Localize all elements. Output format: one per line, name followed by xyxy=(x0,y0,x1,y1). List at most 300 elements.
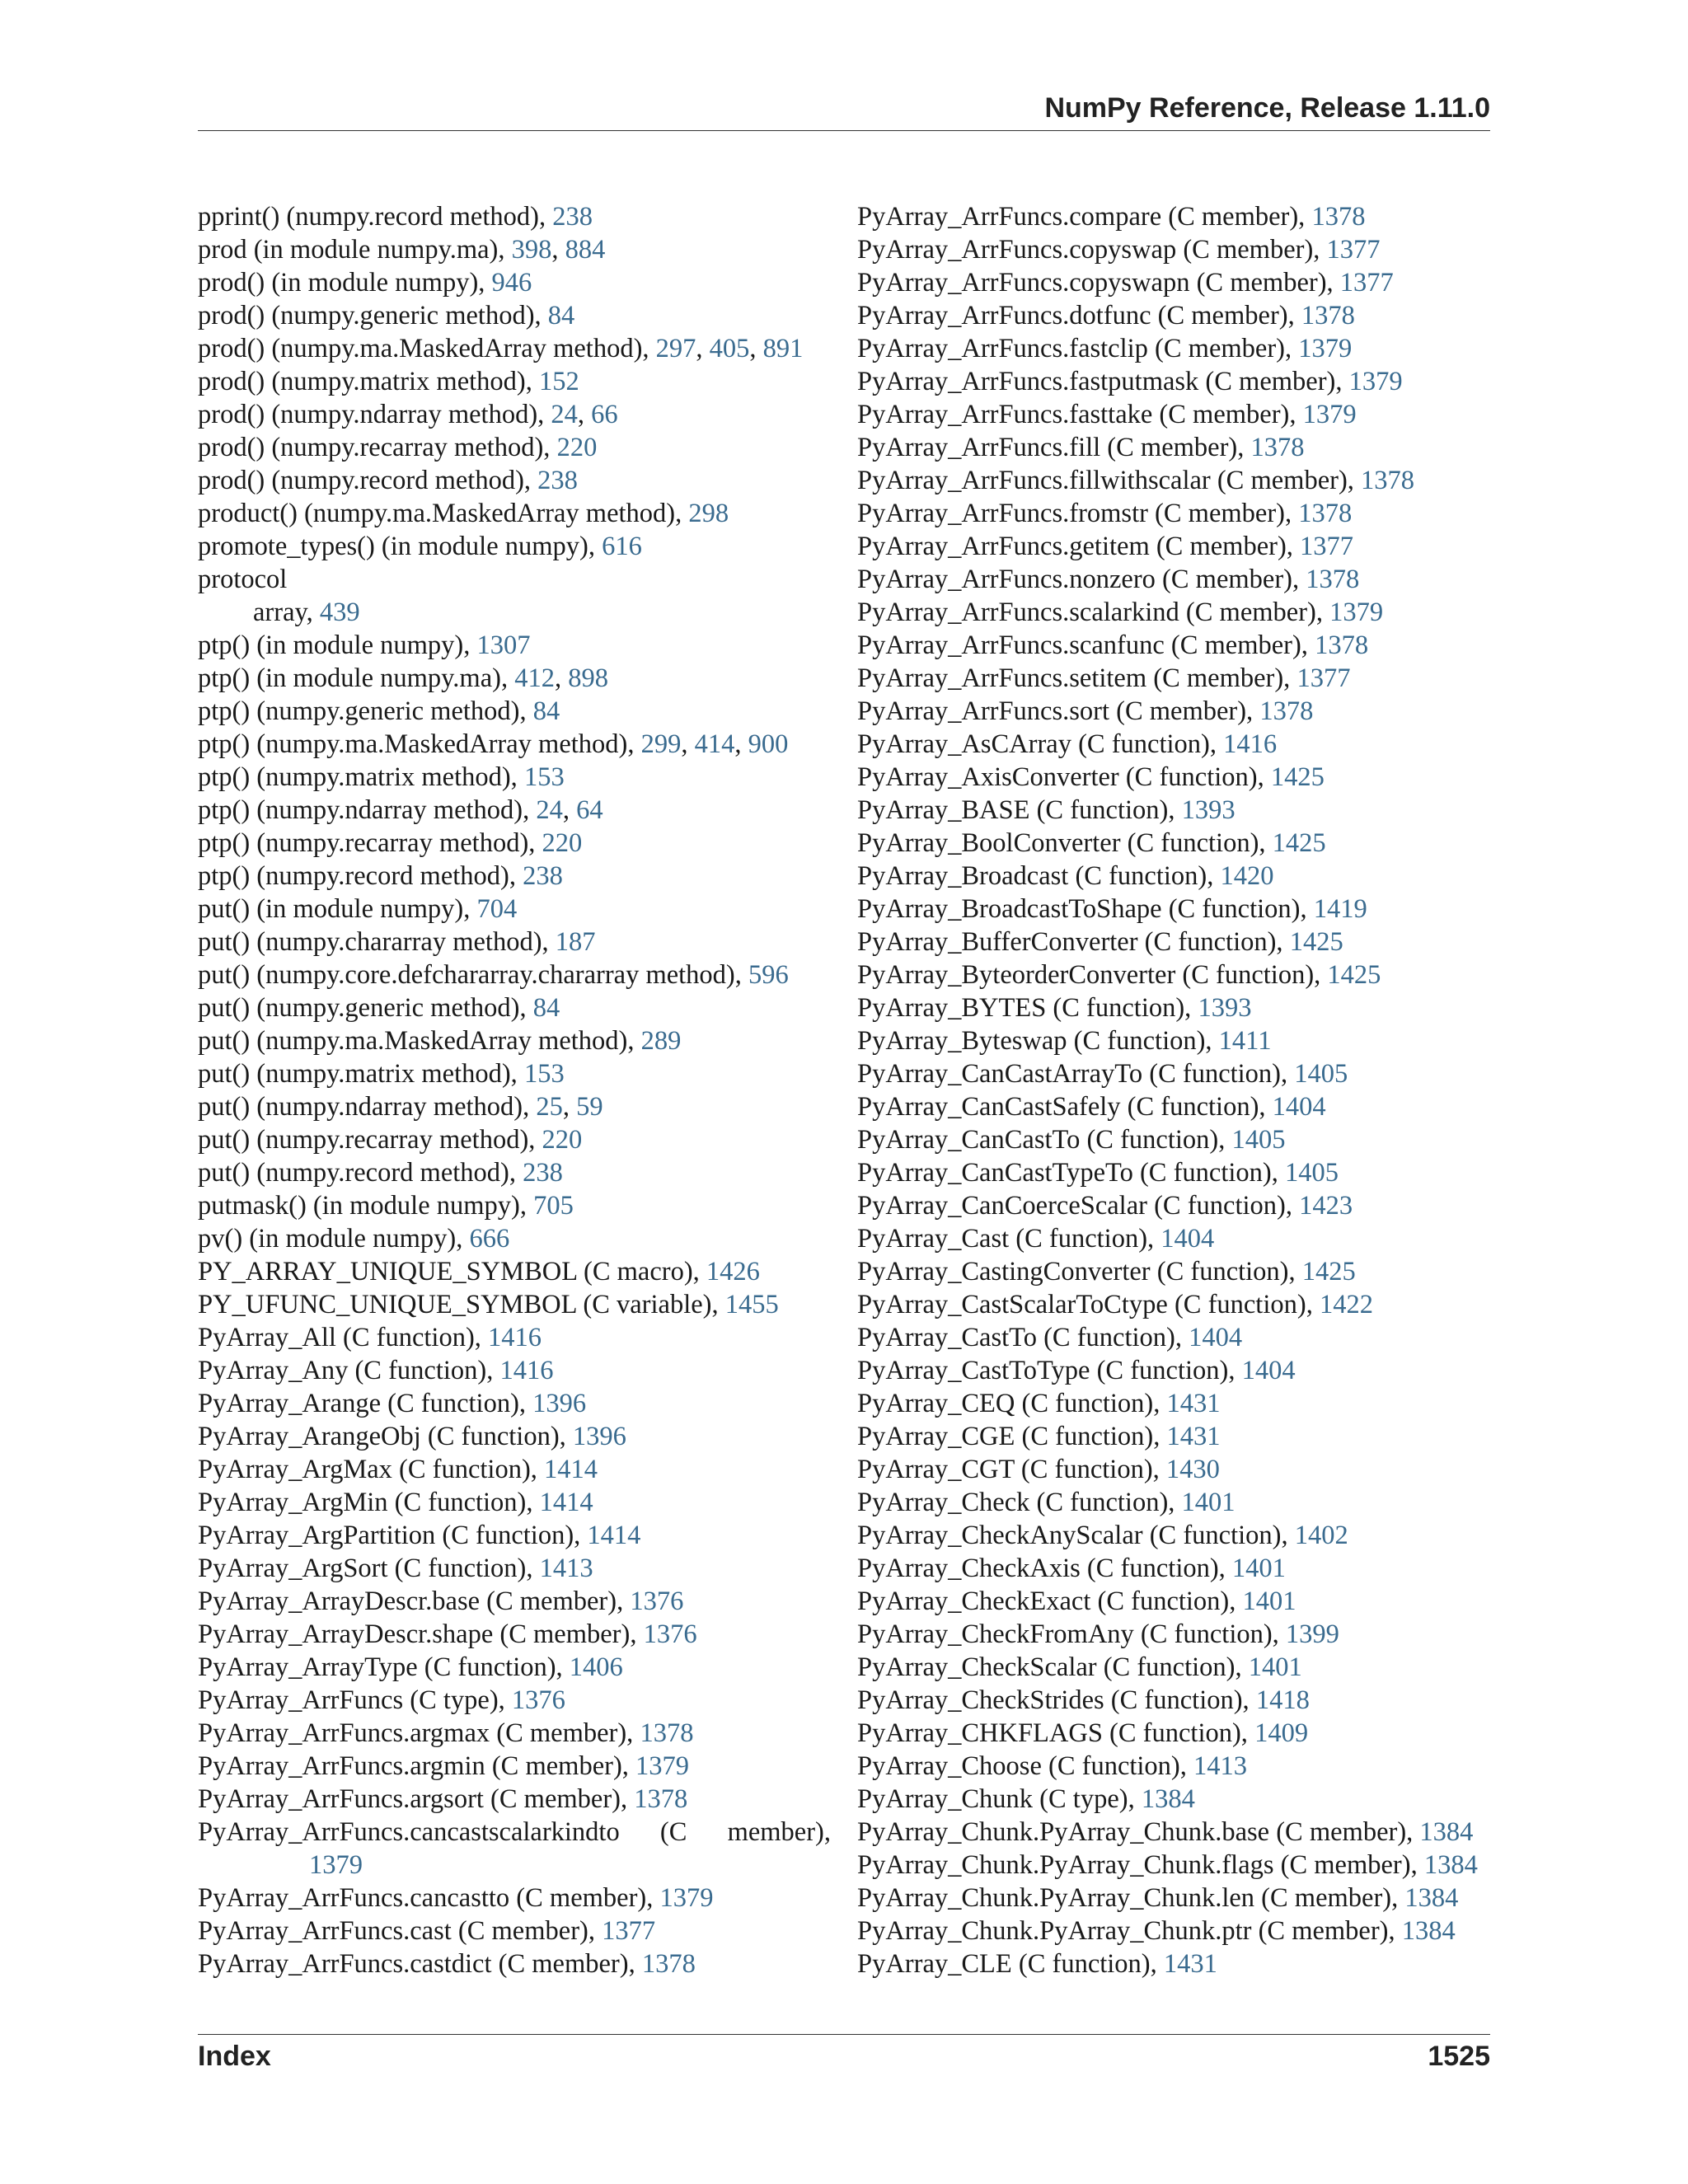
index-entry xyxy=(198,860,831,893)
index-entry xyxy=(857,695,1490,728)
page-link[interactable]: 414 xyxy=(694,729,735,759)
page-link[interactable]: 1425 xyxy=(1270,762,1325,792)
index-entry xyxy=(198,1024,831,1057)
page-link[interactable]: 1401 xyxy=(1248,1652,1302,1682)
page-link[interactable]: 1405 xyxy=(1284,1158,1339,1188)
index-entry-text: PyArray_ArrFuncs.fastclip (C member), xyxy=(857,334,1299,363)
index-entry xyxy=(857,1585,1490,1618)
page-link[interactable]: 1423 xyxy=(1299,1191,1353,1221)
index-entry xyxy=(857,1915,1490,1947)
page-link[interactable]: 1401 xyxy=(1231,1554,1286,1583)
page-link[interactable]: 1420 xyxy=(1220,861,1274,891)
index-entry xyxy=(857,1717,1490,1750)
index-entry xyxy=(857,860,1490,893)
index-entry-text: PyArray_Broadcast (C function), xyxy=(857,861,1221,891)
page-link[interactable]: 64 xyxy=(576,795,603,825)
index-entry-text: pv() (in module numpy), xyxy=(198,1224,470,1254)
index-entry xyxy=(857,761,1490,794)
index-entry xyxy=(198,1486,831,1519)
index-entry-text: prod() (numpy.matrix method), xyxy=(198,367,539,396)
index-entry xyxy=(198,1915,831,1947)
index-entry xyxy=(198,530,831,563)
index-entry-text: PyArray_AxisConverter (C function), xyxy=(857,762,1271,792)
index-entry xyxy=(857,1387,1490,1420)
index-entry-text: PyArray_CastScalarToCtype (C function), xyxy=(857,1290,1320,1319)
index-entry xyxy=(198,464,831,497)
index-entry-text: PyArray_BYTES (C function), xyxy=(857,993,1198,1023)
index-entry xyxy=(857,1222,1490,1255)
page-link[interactable]: 1376 xyxy=(643,1619,697,1649)
index-entry-text: protocol xyxy=(198,565,288,594)
page-link[interactable]: 298 xyxy=(688,499,729,528)
page-link[interactable]: 1376 xyxy=(511,1685,565,1715)
index-entry-text: PyArray_ArrFuncs.cancastto (C member), xyxy=(198,1883,660,1913)
page-link[interactable]: 1396 xyxy=(532,1389,587,1418)
page-link[interactable]: 1384 xyxy=(1419,1817,1474,1847)
page-link[interactable]: 1411 xyxy=(1218,1026,1272,1056)
page-separator: , xyxy=(551,235,565,265)
page-link[interactable]: 299 xyxy=(640,729,682,759)
index-column-left xyxy=(198,200,831,1980)
index-entry-text: putmask() (in module numpy), xyxy=(198,1191,534,1221)
page-link[interactable]: 1396 xyxy=(572,1422,626,1451)
index-entry-text: PyArray_ArrFuncs (C type), xyxy=(198,1685,512,1715)
index-entry-text: PyArray_Chunk.PyArray_Chunk.flags (C member), xyxy=(857,1850,1424,1880)
page-link[interactable]: 1378 xyxy=(1298,499,1353,528)
index-entry xyxy=(857,958,1490,991)
page-link[interactable]: 1379 xyxy=(309,1850,363,1880)
index-entry-text: PyArray_CastingConverter (C function), xyxy=(857,1257,1302,1286)
index-entry xyxy=(198,1222,831,1255)
page-link[interactable]: 1404 xyxy=(1272,1092,1326,1122)
page-link[interactable]: 1404 xyxy=(1189,1323,1243,1352)
index-entry-text: PyArray_Chunk.PyArray_Chunk.ptr (C member), xyxy=(857,1916,1402,1946)
page-link[interactable]: 616 xyxy=(602,532,642,561)
index-entry-text: ptp() (numpy.recarray method), xyxy=(198,828,542,858)
index-entry-text: PyArray_CanCastTo (C function), xyxy=(857,1125,1232,1155)
page-link[interactable]: 1378 xyxy=(1301,301,1355,330)
page-link[interactable]: 1379 xyxy=(1298,334,1353,363)
page-link[interactable]: 666 xyxy=(469,1224,510,1254)
page-link[interactable]: 1405 xyxy=(1231,1125,1286,1155)
page-link[interactable]: 1378 xyxy=(640,1718,694,1748)
index-entry xyxy=(857,1849,1490,1882)
page-link[interactable]: 1378 xyxy=(1311,202,1366,232)
page-link[interactable]: 24 xyxy=(536,795,563,825)
page-link[interactable]: 1377 xyxy=(1326,235,1381,265)
index-entry-text: ptp() (numpy.ndarray method), xyxy=(198,795,537,825)
index-entry-text: PyArray_CanCastArrayTo (C function), xyxy=(857,1059,1295,1089)
index-entry xyxy=(857,1288,1490,1321)
index-entry xyxy=(857,497,1490,530)
index-entry xyxy=(857,1453,1490,1486)
index-entry xyxy=(857,1321,1490,1354)
index-entry xyxy=(198,1288,831,1321)
index-entry xyxy=(198,958,831,991)
index-entry xyxy=(857,893,1490,926)
page-link[interactable]: 238 xyxy=(552,202,593,232)
page-link[interactable]: 1377 xyxy=(1300,532,1354,561)
page-link[interactable]: 66 xyxy=(591,400,618,429)
index-entry xyxy=(198,695,831,728)
index-entry xyxy=(857,794,1490,827)
index-entry-text: PyArray_ArrFuncs.fasttake (C member), xyxy=(857,400,1303,429)
index-entry xyxy=(198,596,831,629)
index-entry xyxy=(198,1585,831,1618)
index-entry xyxy=(857,1354,1490,1387)
page-link[interactable]: 1378 xyxy=(634,1784,688,1814)
index-entry xyxy=(198,233,831,266)
index-entry xyxy=(857,1651,1490,1684)
page-link[interactable]: 84 xyxy=(547,301,575,330)
page-link[interactable]: 1416 xyxy=(488,1323,542,1352)
page-link[interactable]: 1413 xyxy=(1193,1751,1247,1781)
page-link[interactable]: 84 xyxy=(532,993,560,1023)
page-link[interactable]: 1425 xyxy=(1272,828,1326,858)
index-entry xyxy=(857,728,1490,761)
index-entry xyxy=(857,365,1490,398)
footer-rule xyxy=(198,2034,1490,2035)
page-link[interactable]: 1378 xyxy=(641,1949,696,1979)
index-entry xyxy=(198,563,831,596)
index-entry xyxy=(857,662,1490,695)
page-link[interactable]: 1379 xyxy=(1329,598,1384,627)
index-entry-text: prod() (numpy.record method), xyxy=(198,466,538,495)
index-entry xyxy=(857,299,1490,332)
index-entry-text: PyArray_CheckStrides (C function), xyxy=(857,1685,1256,1715)
index-entry xyxy=(857,1947,1490,1980)
index-entry-text: array, xyxy=(253,598,320,627)
page-link[interactable]: 1422 xyxy=(1319,1290,1373,1319)
index-entry-text: PY_ARRAY_UNIQUE_SYMBOL (C macro), xyxy=(198,1257,706,1286)
page-link[interactable]: 1426 xyxy=(706,1257,760,1286)
page-link[interactable]: 1414 xyxy=(544,1455,598,1484)
page-separator: , xyxy=(554,663,569,693)
page-link[interactable]: 84 xyxy=(532,696,560,726)
page-link[interactable]: 1419 xyxy=(1313,894,1367,924)
index-entry xyxy=(857,1090,1490,1123)
index-entry-text: PyArray_ArgSort (C function), xyxy=(198,1554,540,1583)
page-link[interactable]: 1431 xyxy=(1163,1949,1217,1979)
page-link[interactable]: 1307 xyxy=(476,630,531,660)
index-entry-text: PyArray_ArgPartition (C function), xyxy=(198,1521,588,1550)
index-entry-word: (C xyxy=(659,1817,687,1847)
index-entry xyxy=(198,1156,831,1189)
page-link[interactable]: 238 xyxy=(523,861,563,891)
index-entry xyxy=(198,200,831,233)
index-entry xyxy=(857,629,1490,662)
index-entry-text: PyArray_ArrFuncs.scalarkind (C member), xyxy=(857,598,1330,627)
page-link[interactable]: 1377 xyxy=(1339,268,1394,298)
index-entry-text: PyArray_ByteorderConverter (C function), xyxy=(857,960,1328,990)
index-entry xyxy=(857,332,1490,365)
page-link[interactable]: 596 xyxy=(748,960,789,990)
index-entry xyxy=(857,926,1490,958)
index-entry xyxy=(857,991,1490,1024)
page-link[interactable]: 25 xyxy=(536,1092,563,1122)
index-entry xyxy=(198,827,831,860)
page-link[interactable]: 398 xyxy=(511,235,552,265)
page-separator: , xyxy=(577,400,592,429)
index-entry xyxy=(198,332,831,365)
index-entry-text: PyArray_ArrFuncs.fastputmask (C member), xyxy=(857,367,1349,396)
index-entry-text: PyArray_ArrFuncs.argmax (C member), xyxy=(198,1718,640,1748)
page-link[interactable]: 898 xyxy=(568,663,608,693)
index-entry xyxy=(857,1750,1490,1783)
index-entry xyxy=(198,1387,831,1420)
index-entry-text: PyArray_ArrayDescr.base (C member), xyxy=(198,1586,631,1616)
index-entry xyxy=(857,1189,1490,1222)
index-entry-text: PyArray_ArrFuncs.copyswapn (C member), xyxy=(857,268,1340,298)
index-entry xyxy=(198,1321,831,1354)
index-entry xyxy=(198,1947,831,1980)
index-entry-text: PyArray_Cast (C function), xyxy=(857,1224,1161,1254)
index-entry-text: PyArray_ArrFuncs.compare (C member), xyxy=(857,202,1312,232)
page-link[interactable]: 1378 xyxy=(1315,630,1369,660)
index-entry-text: ptp() (in module numpy.ma), xyxy=(198,663,515,693)
footer-page-number: 1525 xyxy=(1428,2041,1490,2072)
page-link[interactable]: 1378 xyxy=(1250,433,1305,462)
index-entry-word: PyArray_ArrFuncs.cancastscalarkindto xyxy=(198,1817,620,1847)
page-link[interactable]: 946 xyxy=(491,268,532,298)
page-link[interactable]: 289 xyxy=(640,1026,682,1056)
page-link[interactable]: 1384 xyxy=(1401,1916,1456,1946)
index-entry xyxy=(857,464,1490,497)
index-entry xyxy=(857,266,1490,299)
index-entry xyxy=(198,761,831,794)
index-entry-text: put() (numpy.ma.MaskedArray method), xyxy=(198,1026,641,1056)
page-link[interactable]: 412 xyxy=(514,663,555,693)
index-entry-text: PyArray_ArrFuncs.argsort (C member), xyxy=(198,1784,635,1814)
index-entry-text: pprint() (numpy.record method), xyxy=(198,202,553,232)
page-link[interactable]: 891 xyxy=(762,334,804,363)
page-link[interactable]: 1416 xyxy=(1223,729,1278,759)
index-entry-text: PyArray_Arange (C function), xyxy=(198,1389,533,1418)
index-entry-text: prod() (numpy.recarray method), xyxy=(198,433,557,462)
index-entry-text: prod (in module numpy.ma), xyxy=(198,235,512,265)
page-link[interactable]: 1409 xyxy=(1254,1718,1309,1748)
index-entry xyxy=(857,1618,1490,1651)
page-link[interactable]: 1404 xyxy=(1160,1224,1215,1254)
page-link[interactable]: 1414 xyxy=(587,1521,641,1550)
index-entry-text: PyArray_ArrFuncs.cast (C member), xyxy=(198,1916,603,1946)
index-entry xyxy=(198,365,831,398)
index-entry-text: PY_UFUNC_UNIQUE_SYMBOL (C variable), xyxy=(198,1290,725,1319)
page-link[interactable]: 1399 xyxy=(1285,1619,1339,1649)
index-entry-text: PyArray_CheckAxis (C function), xyxy=(857,1554,1232,1583)
index-entry-text: PyArray_CHKFLAGS (C function), xyxy=(857,1718,1255,1748)
index-entry-text: put() (numpy.generic method), xyxy=(198,993,533,1023)
index-entry-text: PyArray_ArgMin (C function), xyxy=(198,1488,540,1517)
page-link[interactable]: 1405 xyxy=(1294,1059,1348,1089)
index-entry xyxy=(857,1123,1490,1156)
index-entry-text: prod() (numpy.ma.MaskedArray method), xyxy=(198,334,656,363)
index-entry-text: PyArray_ArrFuncs.copyswap (C member), xyxy=(857,235,1327,265)
page-link[interactable]: 1378 xyxy=(1259,696,1314,726)
index-entry-text: PyArray_BoolConverter (C function), xyxy=(857,828,1273,858)
index-entry xyxy=(198,1849,831,1882)
page-link[interactable]: 220 xyxy=(542,828,583,858)
page-separator: , xyxy=(562,1092,577,1122)
index-entry-text: put() (numpy.chararray method), xyxy=(198,927,556,957)
index-entry xyxy=(198,1750,831,1783)
index-entry-text: PyArray_ArrFuncs.sort (C member), xyxy=(857,696,1260,726)
page-link[interactable]: 1414 xyxy=(539,1488,593,1517)
index-entry-text: PyArray_CanCoerceScalar (C function), xyxy=(857,1191,1300,1221)
index-entry xyxy=(198,1816,831,1849)
index-entry xyxy=(857,200,1490,233)
index-entry xyxy=(198,1255,831,1288)
index-entry-text: PyArray_ArrayType (C function), xyxy=(198,1652,570,1682)
index-entry-text: PyArray_Chunk.PyArray_Chunk.base (C member), xyxy=(857,1817,1420,1847)
index-entry-text: PyArray_Any (C function), xyxy=(198,1356,500,1385)
index-entry-text: PyArray_ArangeObj (C function), xyxy=(198,1422,573,1451)
page-link[interactable]: 1377 xyxy=(602,1916,656,1946)
index-entry-text: PyArray_ArrFuncs.getitem (C member), xyxy=(857,532,1301,561)
page-link[interactable]: 705 xyxy=(533,1191,574,1221)
index-entry-text: PyArray_CastToType (C function), xyxy=(857,1356,1242,1385)
index-entry xyxy=(198,629,831,662)
index-column-right xyxy=(857,200,1490,1980)
index-entry-text: PyArray_Byteswap (C function), xyxy=(857,1026,1219,1056)
index-entry-text: PyArray_CLE (C function), xyxy=(857,1949,1164,1979)
index-entry-text: PyArray_ArrFuncs.fromstr (C member), xyxy=(857,499,1299,528)
page-link[interactable]: 220 xyxy=(556,433,598,462)
index-entry-text: PyArray_AsCArray (C function), xyxy=(857,729,1224,759)
page-link[interactable]: 1418 xyxy=(1255,1685,1310,1715)
index-entry-text: PyArray_ArrayDescr.shape (C member), xyxy=(198,1619,644,1649)
index-entry xyxy=(857,1783,1490,1816)
index-entry-text: PyArray_CanCastTypeTo (C function), xyxy=(857,1158,1285,1188)
index-entry xyxy=(857,827,1490,860)
page-link[interactable]: 1376 xyxy=(630,1586,684,1616)
page-link[interactable]: 439 xyxy=(319,598,360,627)
index-entry-text: put() (numpy.matrix method), xyxy=(198,1059,524,1089)
page-link[interactable]: 1431 xyxy=(1166,1422,1221,1451)
index-entry xyxy=(198,1783,831,1816)
page-link[interactable]: 220 xyxy=(542,1125,583,1155)
page-link[interactable]: 59 xyxy=(576,1092,603,1122)
index-entry xyxy=(198,728,831,761)
page-link[interactable]: 1406 xyxy=(569,1652,623,1682)
index-entry-text: PyArray_CheckFromAny (C function), xyxy=(857,1619,1286,1649)
index-entry-text: PyArray_ArrFuncs.fillwithscalar (C member), xyxy=(857,466,1362,495)
page-link[interactable]: 297 xyxy=(655,334,696,363)
index-entry-text: PyArray_CheckScalar (C function), xyxy=(857,1652,1249,1682)
index-entry-text: PyArray_CGE (C function), xyxy=(857,1422,1167,1451)
index-entry xyxy=(198,991,831,1024)
page-link[interactable]: 238 xyxy=(537,466,578,495)
page-link[interactable]: 1425 xyxy=(1327,960,1381,990)
index-entry-text: PyArray_BufferConverter (C function), xyxy=(857,927,1290,957)
index-entry-text: PyArray_CEQ (C function), xyxy=(857,1389,1167,1418)
page-link[interactable]: 1393 xyxy=(1198,993,1252,1023)
index-entry xyxy=(198,299,831,332)
index-entry xyxy=(198,266,831,299)
index-entry xyxy=(198,1057,831,1090)
page-link[interactable]: 1393 xyxy=(1181,795,1236,825)
page-link[interactable]: 1379 xyxy=(635,1751,690,1781)
index-entry xyxy=(198,794,831,827)
index-entry-text: put() (numpy.record method), xyxy=(198,1158,523,1188)
index-entry-text: ptp() (numpy.generic method), xyxy=(198,696,533,726)
page-link[interactable]: 1402 xyxy=(1294,1521,1348,1550)
page-link[interactable]: 152 xyxy=(538,367,579,396)
index-entry xyxy=(857,1552,1490,1585)
index-entry xyxy=(198,1354,831,1387)
index-entry xyxy=(857,563,1490,596)
page-link[interactable]: 1455 xyxy=(724,1290,779,1319)
page-link[interactable]: 1401 xyxy=(1181,1488,1236,1517)
page-link[interactable]: 187 xyxy=(555,927,596,957)
page-separator: , xyxy=(562,795,577,825)
page-link[interactable]: 1384 xyxy=(1404,1883,1459,1913)
page-link[interactable]: 1401 xyxy=(1242,1586,1296,1616)
page-link[interactable]: 238 xyxy=(523,1158,563,1188)
page-link[interactable]: 1425 xyxy=(1289,927,1343,957)
page-link[interactable]: 1378 xyxy=(1306,565,1360,594)
page-link[interactable]: 1404 xyxy=(1241,1356,1296,1385)
page-link[interactable]: 704 xyxy=(476,894,518,924)
page-link[interactable]: 1379 xyxy=(1302,400,1357,429)
index-entry xyxy=(857,398,1490,431)
page-link[interactable]: 1431 xyxy=(1166,1389,1221,1418)
header-rule xyxy=(198,130,1490,131)
page-link[interactable]: 1425 xyxy=(1301,1257,1356,1286)
page-link[interactable]: 1379 xyxy=(659,1883,714,1913)
page-link[interactable]: 1413 xyxy=(539,1554,593,1583)
index-entry-text: put() (numpy.ndarray method), xyxy=(198,1092,537,1122)
index-entry xyxy=(198,1123,831,1156)
page-link[interactable]: 24 xyxy=(551,400,578,429)
page-link[interactable]: 1416 xyxy=(499,1356,554,1385)
index-entry xyxy=(198,1189,831,1222)
page-link[interactable]: 1430 xyxy=(1165,1455,1220,1484)
page-link[interactable]: 884 xyxy=(565,235,606,265)
index-entry-text: PyArray_ArgMax (C function), xyxy=(198,1455,545,1484)
index-entry-text: ptp() (numpy.matrix method), xyxy=(198,762,524,792)
page-separator: , xyxy=(749,334,763,363)
index-entry-text: PyArray_ArrFuncs.scanfunc (C member), xyxy=(857,630,1315,660)
index-entry-text: PyArray_All (C function), xyxy=(198,1323,489,1352)
index-entry xyxy=(857,1156,1490,1189)
index-entry-text: ptp() (numpy.record method), xyxy=(198,861,523,891)
index-entry-text: PyArray_CheckExact (C function), xyxy=(857,1586,1243,1616)
page-link[interactable]: 1377 xyxy=(1296,663,1351,693)
index-entry-text: promote_types() (in module numpy), xyxy=(198,532,603,561)
page-link[interactable]: 1378 xyxy=(1361,466,1415,495)
page-link[interactable]: 1379 xyxy=(1348,367,1403,396)
index-entry xyxy=(857,1882,1490,1915)
index-entry-text: PyArray_ArrFuncs.dotfunc (C member), xyxy=(857,301,1301,330)
page-link[interactable]: 900 xyxy=(748,729,789,759)
index-entry-text: PyArray_ArrFuncs.argmin (C member), xyxy=(198,1751,636,1781)
page-link[interactable]: 1384 xyxy=(1141,1784,1195,1814)
index-entry-text: PyArray_CastTo (C function), xyxy=(857,1323,1189,1352)
index-entry xyxy=(198,1618,831,1651)
index-entry-text: prod() (numpy.generic method), xyxy=(198,301,548,330)
index-entry-text: PyArray_Chunk (C type), xyxy=(857,1784,1142,1814)
index-entry-word: member), xyxy=(727,1817,831,1847)
page-link[interactable]: 153 xyxy=(523,1059,565,1089)
index-entry-text: ptp() (in module numpy), xyxy=(198,630,477,660)
page-link[interactable]: 153 xyxy=(523,762,565,792)
page-separator: , xyxy=(696,334,710,363)
index-entry-text: prod() (numpy.ndarray method), xyxy=(198,400,551,429)
page-link[interactable]: 405 xyxy=(709,334,750,363)
page-separator: , xyxy=(681,729,695,759)
page-link[interactable]: 1384 xyxy=(1423,1850,1478,1880)
